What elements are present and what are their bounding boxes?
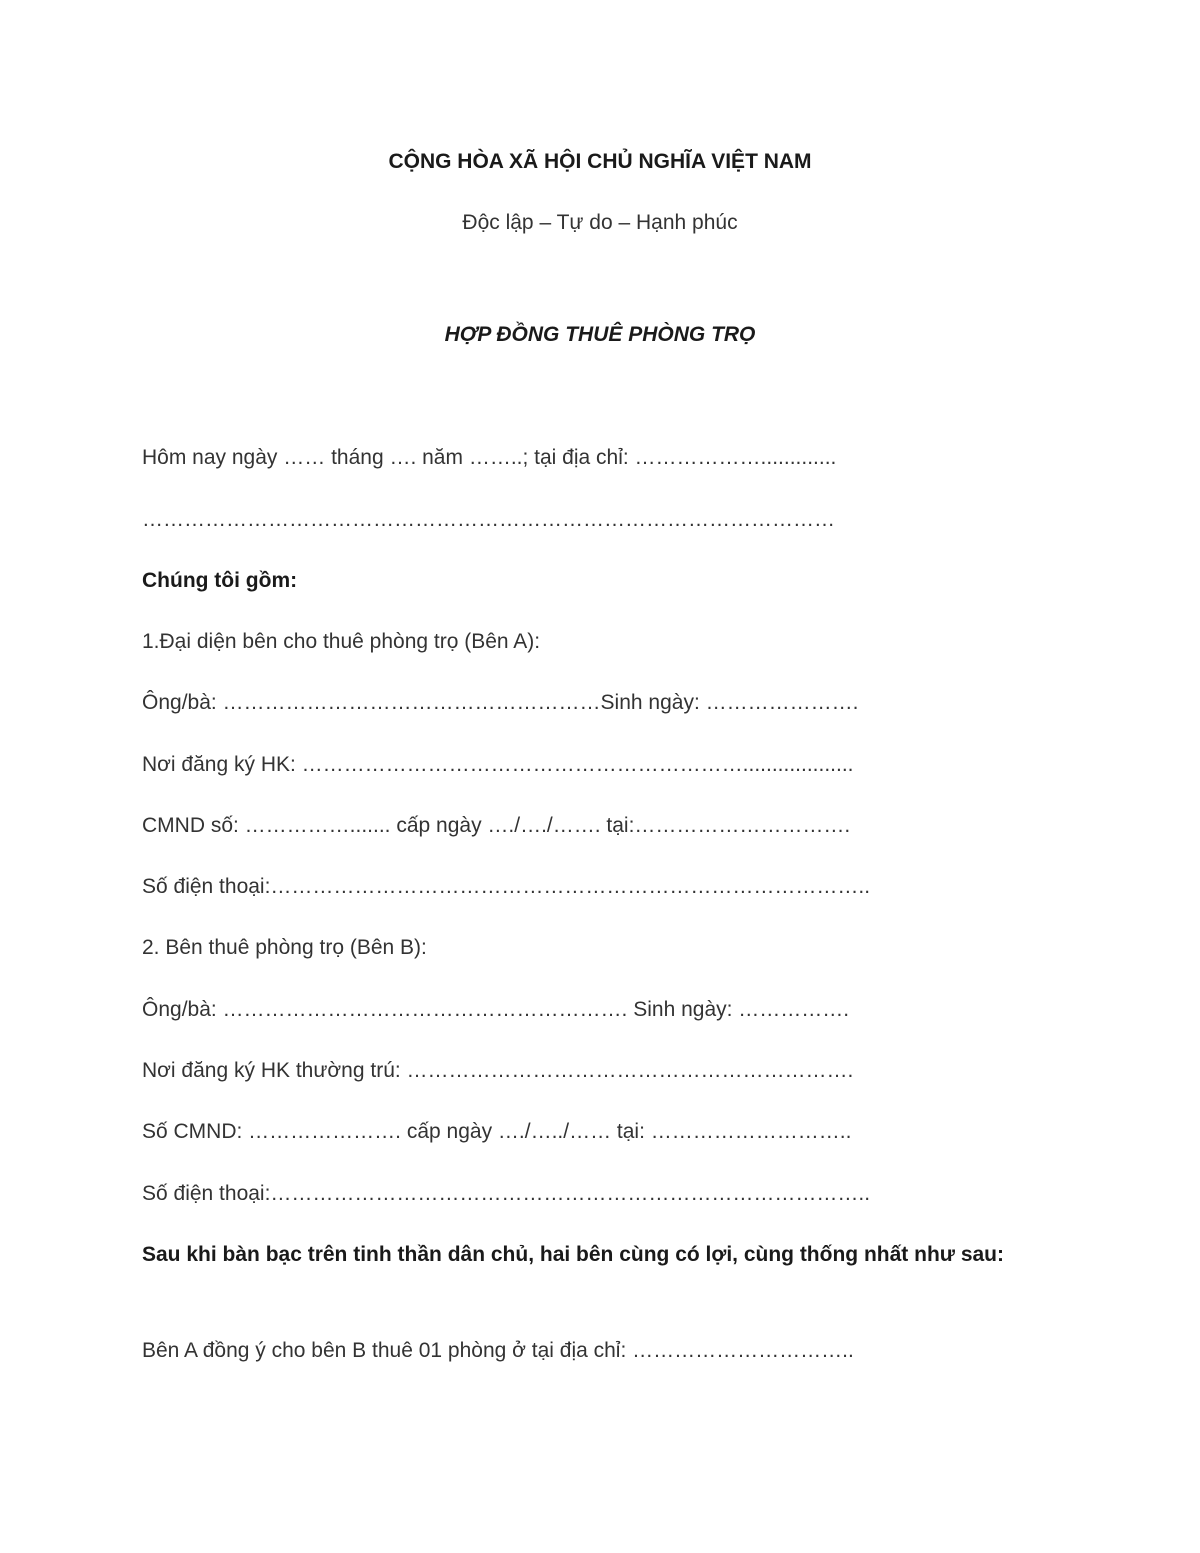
nation-heading: CỘNG HÒA XÃ HỘI CHỦ NGHĨA VIỆT NAM [388,150,812,173]
party-a-heading: 1.Đại diện bên cho thuê phòng trọ (Bên A): [142,630,541,653]
clause-1-address: Bên A đồng ý cho bên B thuê 01 phòng ở tại địa chỉ: ………………………….. [142,1339,854,1362]
intro-address-continued: ……………………………………………………………………………………… [142,508,835,531]
party-a-id: CMND số: ……………....... cấp ngày …./…./……. tại:…………………………. [142,814,851,837]
party-b-id: Số CMND: …………………. cấp ngày …./…../…… tại: ……………………….. [142,1120,852,1143]
party-b-residence: Nơi đăng ký HK thường trú: ………………………………………………………. [142,1059,854,1082]
agreement-heading: Sau khi bàn bạc trên tinh thần dân chủ, hai bên cùng có lợi, cùng thống nhất như sau: [142,1243,1004,1266]
intro-date-address: Hôm nay ngày …… tháng …. năm ……..; tại địa chỉ: ………………............. [142,446,837,469]
parties-heading: Chúng tôi gồm: [142,569,298,592]
party-b-heading: 2. Bên thuê phòng trọ (Bên B): [142,936,427,959]
party-b-name: Ông/bà: …………………………………………………. Sinh ngày: ……………. [142,998,850,1021]
party-b-phone: Số điện thoại:………………………………………………………………………….. [142,1182,871,1205]
party-a-name: Ông/bà: ………………………………………………Sinh ngày: …………………. [142,691,859,714]
party-a-phone: Số điện thoại:………………………………………………………………………….. [142,875,871,898]
motto: Độc lập – Tự do – Hạnh phúc [462,211,738,234]
party-a-residence: Nơi đăng ký HK: ………………………………………………………................... [142,753,854,776]
contract-title: HỢP ĐỒNG THUÊ PHÒNG TRỌ [444,323,756,346]
